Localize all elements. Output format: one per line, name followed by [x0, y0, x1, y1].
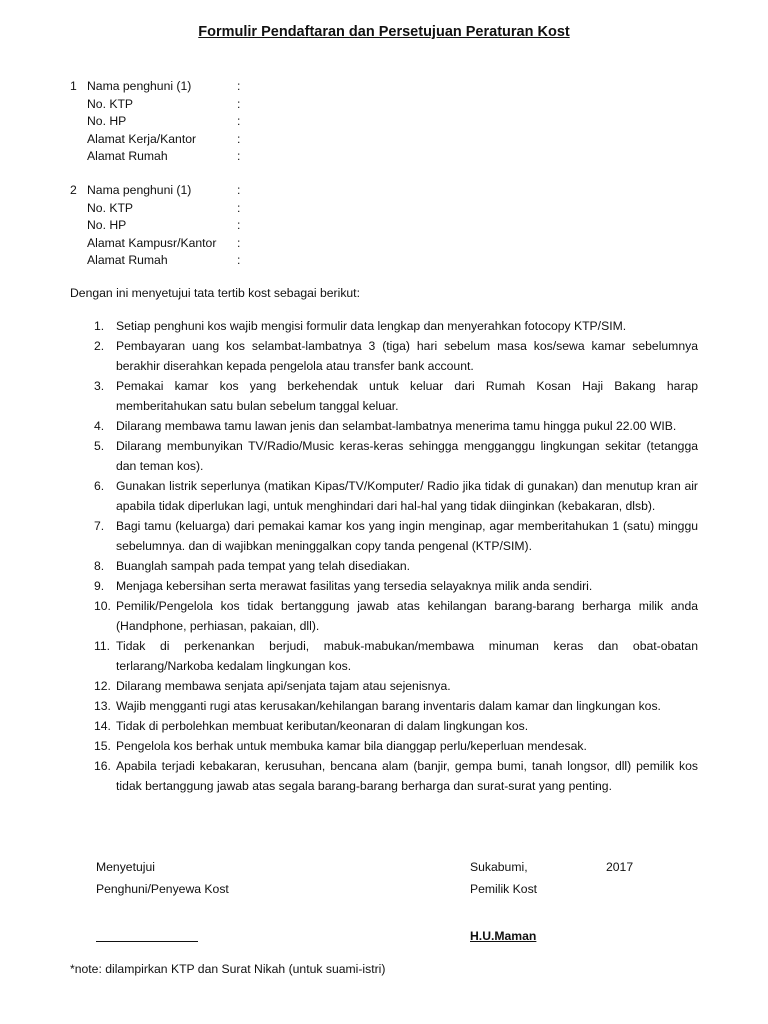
rule-text: Setiap penghuni kos wajib mengisi formulir data lengkap dan menyerahkan fotocopy KTP/SIM.	[116, 319, 627, 333]
rule-text: Apabila terjadi kebakaran, kerusuhan, bencana alam (banjir, gempa bumi, tanah longsor, dll) pemilik kos tidak bertanggung jawab atas segala barang-barang berharga dan surat-surat yang penting.	[116, 759, 698, 793]
field-colon: :	[237, 149, 241, 163]
rule-number: 10.	[94, 599, 111, 613]
field-label: No. KTP	[87, 96, 134, 111]
rule-number: 3.	[94, 379, 105, 393]
rule-number: 5.	[94, 439, 105, 453]
rule-text: Dilarang membawa senjata api/senjata tajam atau sejenisnya.	[116, 679, 451, 693]
field-row	[70, 217, 390, 235]
field-label: Nama penghuni (1)	[87, 183, 192, 197]
field-row	[70, 235, 390, 253]
rule-item	[70, 556, 698, 576]
field-label: Alamat Rumah	[87, 149, 168, 163]
rule-number: 7.	[94, 519, 105, 533]
rule-text: Pemakai kamar kos yang berkehendak untuk keluar dari Rumah Kosan Haji Bakang harap memberitahukan satu bulan sebelum tanggal keluar.	[116, 379, 698, 413]
place-date-line	[470, 856, 634, 878]
rule-item	[70, 756, 698, 796]
field-label: Nama penghuni (1)	[87, 79, 192, 93]
rule-item	[70, 436, 698, 476]
rule-item	[70, 676, 698, 696]
field-colon: :	[237, 253, 241, 267]
field-colon: :	[237, 235, 241, 250]
field-colon: :	[237, 114, 241, 128]
owner-role-label: Pemilik Kost	[470, 882, 538, 896]
rule-number: 13.	[94, 699, 111, 713]
rule-text: Dilarang membunyikan TV/Radio/Music keras-keras sehingga mengganggu lingkungan sekitar (tetangga dan teman kos).	[116, 439, 698, 473]
field-label: No. HP	[87, 114, 127, 128]
rule-item	[70, 376, 698, 416]
rule-item	[70, 696, 698, 716]
rule-number: 8.	[94, 559, 105, 573]
occupant-2-section	[70, 182, 390, 270]
rules-intro: Dengan ini menyetujui tata tertib kost sebagai berikut:	[70, 286, 360, 300]
field-label: Alamat Rumah	[87, 253, 168, 267]
year-label: 2017	[606, 860, 634, 874]
occupant-signature-block	[96, 856, 229, 900]
rule-text: Buanglah sampah pada tempat yang telah disediakan.	[116, 559, 411, 573]
field-label: Alamat Kerja/Kantor	[87, 131, 197, 146]
rule-number: 12.	[94, 679, 111, 693]
rule-item	[70, 336, 698, 376]
field-row	[70, 182, 390, 200]
field-row	[70, 78, 390, 96]
rule-item	[70, 576, 698, 596]
occupant-number: 1	[70, 79, 77, 93]
attachment-note: *note: dilampirkan KTP dan Surat Nikah (untuk suami-istri)	[70, 962, 386, 976]
occupant-role-label: Penghuni/Penyewa Kost	[96, 882, 229, 896]
rule-item	[70, 736, 698, 756]
approval-label: Menyetujui	[96, 860, 155, 874]
rule-number: 14.	[94, 719, 111, 733]
rule-number: 11.	[94, 639, 111, 653]
document-title: Formulir Pendaftaran dan Persetujuan Peraturan Kost	[198, 24, 570, 40]
rule-text: Menjaga kebersihan serta merawat fasilitas yang tersedia selayaknya milik anda sendiri.	[116, 579, 593, 593]
owner-signature-block	[470, 856, 634, 900]
rule-item	[70, 316, 698, 336]
rule-item	[70, 596, 698, 636]
rule-text: Bagi tamu (keluarga) dari pemakai kamar kos yang ingin menginap, agar memberitahukan 1 (satu) minggu sebelumnya. dan di wajibkan meninggalkan copy tanda pengenal (KTP/SIM).	[116, 519, 698, 553]
rule-number: 1.	[94, 319, 105, 333]
rule-item	[70, 516, 698, 556]
rule-number: 16.	[94, 759, 111, 773]
rule-text: Dilarang membawa tamu lawan jenis dan selambat-lambatnya menerima tamu hingga pukul 22.00 WIB.	[116, 419, 677, 433]
field-row	[70, 113, 390, 131]
occupant-number: 2	[70, 183, 77, 197]
owner-name: H.U.Maman	[470, 929, 537, 943]
field-colon: :	[237, 96, 241, 111]
rule-item	[70, 636, 698, 676]
rule-number: 9.	[94, 579, 105, 593]
occupant-1-section	[70, 78, 390, 166]
rule-number: 6.	[94, 479, 105, 493]
rule-item	[70, 416, 698, 436]
field-row	[70, 200, 390, 218]
rule-item	[70, 716, 698, 736]
rule-number: 4.	[94, 419, 105, 433]
field-row	[70, 252, 390, 270]
field-row	[70, 148, 390, 166]
rule-text: Pemilik/Pengelola kos tidak bertanggung jawab atas kehilangan barang-barang berharga milik anda (Handphone, perhiasan, pakaian, dll).	[116, 599, 698, 633]
rule-text: Gunakan listrik seperlunya (matikan Kipas/TV/Komputer/ Radio jika tidak di gunakan) dan menutup kran air apabila tidak diperlukan lagi, untuk menghindari dari hal-hal yang tidak diinginkan (kebakaran, dlsb).	[116, 479, 698, 513]
field-colon: :	[237, 183, 241, 197]
field-colon: :	[237, 131, 241, 146]
field-label: No. KTP	[87, 200, 134, 215]
rule-text: Pembayaran uang kos selambat-lambatnya 3 (tiga) hari sebelum masa kos/sewa kamar sebelumnya berakhir diserahkan kepada pengelola atau transfer bank account.	[116, 339, 698, 373]
field-colon: :	[237, 200, 241, 215]
rule-text: Wajib mengganti rugi atas kerusakan/kehilangan barang inventaris dalam kamar dan lingkungan kos.	[116, 699, 661, 713]
rule-text: Tidak di perbolehkan membuat keributan/keonaran di dalam lingkungan kos.	[116, 719, 529, 733]
field-row	[70, 96, 390, 114]
field-label: No. HP	[87, 218, 127, 232]
rule-item	[70, 476, 698, 516]
field-colon: :	[237, 79, 241, 93]
occupant-signature-line	[96, 941, 198, 942]
rule-text: Pengelola kos berhak untuk membuka kamar bila dianggap perlu/keperluan mendesak.	[116, 739, 587, 753]
rules-list	[70, 316, 698, 796]
rule-number: 2.	[94, 339, 105, 353]
field-colon: :	[237, 218, 241, 232]
field-row	[70, 131, 390, 149]
place-label: Sukabumi,	[470, 860, 528, 874]
rule-number: 15.	[94, 739, 111, 753]
rule-text: Tidak di perkenankan berjudi, mabuk-mabukan/membawa minuman keras dan obat-obatan terlarang/Narkoba kedalam lingkungan kos.	[116, 639, 698, 673]
field-label: Alamat Kampusr/Kantor	[87, 235, 217, 250]
